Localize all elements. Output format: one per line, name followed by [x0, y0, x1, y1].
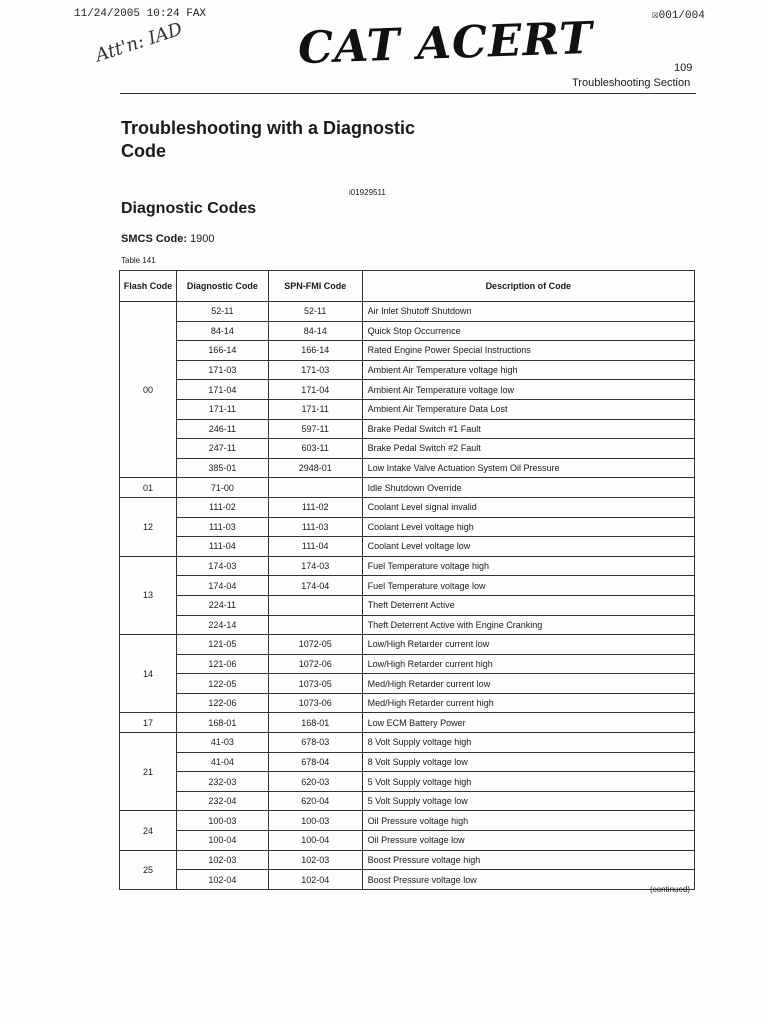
description-cell: Coolant Level voltage high: [362, 517, 694, 537]
diagnostic-code-cell: 224-11: [176, 595, 268, 615]
header-description: Description of Code: [362, 271, 694, 302]
flash-code-cell: 25: [120, 850, 177, 889]
spn-fmi-code-cell: 84-14: [268, 321, 362, 341]
header-divider: [120, 93, 696, 94]
description-cell: Ambient Air Temperature voltage high: [362, 360, 694, 380]
smcs-label: SMCS Code:: [121, 233, 187, 245]
description-cell: Fuel Temperature voltage high: [362, 556, 694, 576]
flash-code-cell: 12: [120, 497, 177, 556]
diagnostic-code-cell: 102-03: [176, 850, 268, 870]
spn-fmi-code-cell: 1072-05: [268, 635, 362, 655]
header-flash-code: Flash Code: [120, 271, 177, 302]
page-title: Troubleshooting with a Diagnostic Code: [121, 118, 416, 161]
spn-fmi-code-cell: [268, 478, 362, 498]
table-row: [120, 439, 695, 459]
spn-fmi-code-cell: 620-03: [268, 772, 362, 792]
table-row: [120, 537, 695, 557]
table-row: [120, 419, 695, 439]
diagnostic-code-cell: 111-04: [176, 537, 268, 557]
handwritten-cat-acert: CAT ACERT: [297, 12, 594, 75]
diagnostic-code-cell: 41-04: [176, 752, 268, 772]
flash-code-cell: 01: [120, 478, 177, 498]
illustration-id: i01929511: [349, 188, 386, 197]
spn-fmi-code-cell: 678-03: [268, 733, 362, 753]
section-title: Troubleshooting Section: [572, 77, 691, 89]
spn-fmi-code-cell: 678-04: [268, 752, 362, 772]
spn-fmi-code-cell: 171-11: [268, 399, 362, 419]
description-cell: 8 Volt Supply voltage low: [362, 752, 694, 772]
diagnostic-code-cell: 111-02: [176, 497, 268, 517]
diagnostic-code-cell: 174-04: [176, 576, 268, 596]
spn-fmi-code-cell: 111-04: [268, 537, 362, 557]
spn-fmi-code-cell: 2948-01: [268, 458, 362, 478]
flash-code-cell: 13: [120, 556, 177, 634]
spn-fmi-code-cell: 100-04: [268, 831, 362, 851]
table-row: [120, 595, 695, 615]
description-cell: Med/High Retarder current high: [362, 693, 694, 713]
spn-fmi-code-cell: 171-04: [268, 380, 362, 400]
description-cell: 8 Volt Supply voltage high: [362, 733, 694, 753]
table-row: [120, 341, 695, 361]
table-row: [120, 458, 695, 478]
continued-note: (continued): [650, 885, 691, 894]
flash-code-cell: 14: [120, 635, 177, 713]
table-row: [120, 674, 695, 694]
table-label: Table 141: [121, 256, 156, 265]
description-cell: Coolant Level voltage low: [362, 537, 694, 557]
table-row: [120, 870, 695, 890]
diagnostic-code-cell: 71-00: [176, 478, 268, 498]
table-row: [120, 399, 695, 419]
spn-fmi-code-cell: [268, 615, 362, 635]
diagnostic-code-cell: 232-03: [176, 772, 268, 792]
description-cell: 5 Volt Supply voltage low: [362, 791, 694, 811]
smcs-code: [121, 233, 215, 245]
table-row: [120, 850, 695, 870]
diagnostic-code-cell: 121-05: [176, 635, 268, 655]
spn-fmi-code-cell: 597-11: [268, 419, 362, 439]
spn-fmi-code-cell: 111-03: [268, 517, 362, 537]
description-cell: Quick Stop Occurrence: [362, 321, 694, 341]
handwritten-attn-note: Att'n: IAD: [92, 18, 186, 67]
diagnostic-code-cell: 168-01: [176, 713, 268, 733]
diagnostic-code-cell: 166-14: [176, 341, 268, 361]
header-spn-fmi-code: SPN-FMI Code: [268, 271, 362, 302]
table-row: [120, 556, 695, 576]
spn-fmi-code-cell: 1073-06: [268, 693, 362, 713]
table-row: [120, 654, 695, 674]
description-cell: Theft Deterrent Active: [362, 595, 694, 615]
description-cell: Rated Engine Power Special Instructions: [362, 341, 694, 361]
table-row: [120, 831, 695, 851]
description-cell: Low/High Retarder current low: [362, 635, 694, 655]
spn-fmi-code-cell: 620-04: [268, 791, 362, 811]
spn-fmi-code-cell: 174-04: [268, 576, 362, 596]
spn-fmi-code-cell: 100-03: [268, 811, 362, 831]
flash-code-cell: 00: [120, 302, 177, 478]
description-cell: Theft Deterrent Active with Engine Cranking: [362, 615, 694, 635]
description-cell: Low/High Retarder current high: [362, 654, 694, 674]
table-row: [120, 360, 695, 380]
header-diagnostic-code: Diagnostic Code: [176, 271, 268, 302]
diagnostic-code-cell: 100-04: [176, 831, 268, 851]
diagnostic-code-cell: 100-03: [176, 811, 268, 831]
table-row: [120, 380, 695, 400]
spn-fmi-code-cell: 1072-06: [268, 654, 362, 674]
table-row: [120, 517, 695, 537]
flash-code-cell: 17: [120, 713, 177, 733]
description-cell: Idle Shutdown Override: [362, 478, 694, 498]
description-cell: Boost Pressure voltage high: [362, 850, 694, 870]
description-cell: Boost Pressure voltage low: [362, 870, 694, 890]
diagnostic-code-cell: 102-04: [176, 870, 268, 890]
diagnostic-code-cell: 171-11: [176, 399, 268, 419]
table-row: [120, 811, 695, 831]
diagnostic-code-cell: 84-14: [176, 321, 268, 341]
table-row: [120, 733, 695, 753]
table-row: [120, 321, 695, 341]
table-row: [120, 791, 695, 811]
diagnostic-code-cell: 122-06: [176, 693, 268, 713]
table-row: [120, 576, 695, 596]
spn-fmi-code-cell: [268, 595, 362, 615]
description-cell: Ambient Air Temperature Data Lost: [362, 399, 694, 419]
diagnostic-code-cell: 385-01: [176, 458, 268, 478]
description-cell: Air Inlet Shutoff Shutdown: [362, 302, 694, 322]
spn-fmi-code-cell: 1073-05: [268, 674, 362, 694]
description-cell: Coolant Level signal invalid: [362, 497, 694, 517]
description-cell: Brake Pedal Switch #2 Fault: [362, 439, 694, 459]
description-cell: Fuel Temperature voltage low: [362, 576, 694, 596]
table-body: [120, 302, 695, 890]
spn-fmi-code-cell: 166-14: [268, 341, 362, 361]
description-cell: 5 Volt Supply voltage high: [362, 772, 694, 792]
table-row: [120, 693, 695, 713]
diagnostic-code-cell: 171-03: [176, 360, 268, 380]
diagnostic-codes-table: [119, 270, 695, 890]
diagnostic-code-cell: 232-04: [176, 791, 268, 811]
description-cell: Ambient Air Temperature voltage low: [362, 380, 694, 400]
spn-fmi-code-cell: 174-03: [268, 556, 362, 576]
page-number: 109: [674, 62, 693, 74]
table-row: [120, 302, 695, 322]
diagnostic-code-cell: 111-03: [176, 517, 268, 537]
description-cell: Oil Pressure voltage high: [362, 811, 694, 831]
table-header-row: [120, 271, 695, 302]
flash-code-cell: 21: [120, 733, 177, 811]
diagnostic-code-cell: 174-03: [176, 556, 268, 576]
smcs-value: 1900: [190, 233, 215, 245]
diagnostic-code-cell: 52-11: [176, 302, 268, 322]
description-cell: Low ECM Battery Power: [362, 713, 694, 733]
table-row: [120, 497, 695, 517]
diagnostic-code-cell: 171-04: [176, 380, 268, 400]
description-cell: Brake Pedal Switch #1 Fault: [362, 419, 694, 439]
fax-header-right: ☒001/004: [652, 10, 705, 22]
diagnostic-code-cell: 247-11: [176, 439, 268, 459]
table-row: [120, 615, 695, 635]
diagnostic-code-cell: 121-06: [176, 654, 268, 674]
table-row: [120, 635, 695, 655]
diagnostic-code-cell: 246-11: [176, 419, 268, 439]
spn-fmi-code-cell: 111-02: [268, 497, 362, 517]
description-cell: Oil Pressure voltage low: [362, 831, 694, 851]
spn-fmi-code-cell: 52-11: [268, 302, 362, 322]
fax-header-left: 11/24/2005 10:24 FAX: [74, 8, 207, 20]
table-row: [120, 772, 695, 792]
description-cell: Low Intake Valve Actuation System Oil Pressure: [362, 458, 694, 478]
flash-code-cell: 24: [120, 811, 177, 850]
description-cell: Med/High Retarder current low: [362, 674, 694, 694]
table-row: [120, 752, 695, 772]
table-row: [120, 713, 695, 733]
diagnostic-code-cell: 41-03: [176, 733, 268, 753]
section-heading: Diagnostic Codes: [121, 200, 257, 217]
diagnostic-code-cell: 224-14: [176, 615, 268, 635]
spn-fmi-code-cell: 168-01: [268, 713, 362, 733]
spn-fmi-code-cell: 603-11: [268, 439, 362, 459]
spn-fmi-code-cell: 102-03: [268, 850, 362, 870]
spn-fmi-code-cell: 102-04: [268, 870, 362, 890]
spn-fmi-code-cell: 171-03: [268, 360, 362, 380]
table-row: [120, 478, 695, 498]
diagnostic-code-cell: 122-05: [176, 674, 268, 694]
